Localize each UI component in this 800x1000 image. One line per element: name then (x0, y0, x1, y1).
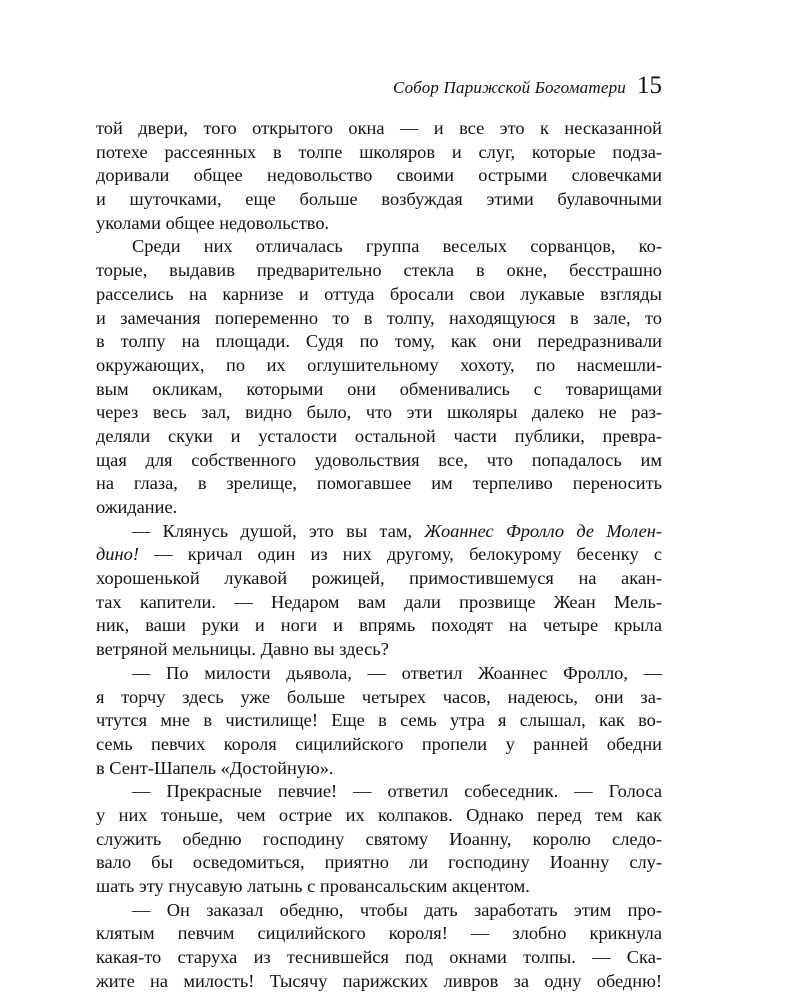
text-segment: расселись на карнизе и оттуда бросали свои лукавые взгляды (96, 283, 662, 304)
text-segment: ник, ваши руки и ноги и впрямь походят на четыре крыла (96, 615, 662, 636)
text-segment: вым окликам, которыми они обменивались с товарищами (96, 378, 662, 399)
text-line (96, 141, 662, 165)
text-segment: я торчу здесь уже больше четырех часов, надеюсь, они за- (96, 686, 662, 707)
text-line (96, 851, 662, 875)
text-segment: торые, выдавив предварительно стекла в окне, бесстрашно (96, 260, 662, 281)
text-line (96, 757, 662, 781)
paragraph (96, 520, 662, 662)
text-line (96, 828, 662, 852)
text-segment: семь певчих короля сицилийского пропели у ранней обедни (96, 733, 662, 754)
text-segment: уколами общее недовольство. (96, 212, 330, 233)
text-line (96, 543, 662, 567)
text-segment: — Прекрасные певчие! — ответил собеседник. — Голоса (132, 781, 662, 802)
text-line (96, 733, 662, 757)
paragraph (96, 117, 662, 235)
text-line (96, 780, 662, 804)
text-segment: — Клянусь душой, это вы там, (132, 520, 425, 541)
text-segment: — Он заказал обедню, чтобы дать заработать этим про- (132, 899, 662, 920)
text-segment: деляли скуки и усталости остальной части публики, превра- (96, 425, 662, 446)
text-line (96, 425, 662, 449)
text-segment: и замечания попеременно то в толпу, находящуюся в зале, то (96, 307, 662, 328)
text-segment: и шуточками, еще больше возбуждая этими булавочными (96, 189, 662, 210)
text-segment: ожидание. (96, 497, 178, 517)
text-segment: у них тоньше, чем острие их колпаков. Однако перед тем как (96, 804, 662, 825)
text-segment: шать эту гнусавую латынь с провансальским акцентом. (96, 876, 530, 896)
text-line (96, 709, 662, 733)
text-line (96, 686, 662, 710)
running-header (96, 72, 662, 108)
text-segment: доривали общее недовольство своими острыми словечками (96, 165, 662, 186)
text-line (96, 662, 662, 686)
text-segment: ветряной мельницы. Давно вы здесь? (96, 639, 389, 660)
text-line (96, 567, 662, 591)
text-segment: вало бы осведомиться, приятно ли господину Иоанну слу- (96, 852, 662, 873)
text-segment: окружающих, по их оглушительному хохоту, по насмешли- (96, 354, 662, 375)
text-segment: на глаза, в зрелище, помогавшее им терпеливо переносить (96, 473, 662, 494)
book-title: Собор Парижской Богоматери (393, 78, 626, 97)
text-line (96, 212, 662, 236)
text-segment: клятым певчим сицилийского короля! — злобно крикнула (96, 923, 662, 944)
text-segment: — По милости дьявола, — ответил Жоаннес Фролло, — (132, 662, 662, 683)
text-segment: Среди них отличалась группа веселых сорванцов, ко- (132, 236, 662, 257)
text-line (96, 283, 662, 307)
italic-text: дино! (96, 544, 139, 565)
text-segment: в толпу на площади. Судя по тому, как они передразнивали (96, 331, 662, 352)
text-line (96, 354, 662, 378)
italic-text: Жоаннес Фролло де Молен- (424, 520, 663, 541)
text-line (96, 591, 662, 615)
text-line (96, 899, 662, 923)
text-segment: через весь зал, видно было, что эти школяры далеко не раз- (96, 402, 662, 423)
text-line (96, 449, 662, 473)
text-line (96, 188, 662, 212)
text-line (96, 307, 662, 331)
text-segment: той двери, того открытого окна — и все это к несказанной (96, 118, 662, 138)
text-line (96, 946, 662, 970)
text-line (96, 259, 662, 283)
text-segment: какая-то старуха из теснившейся под окнами толпы. — Ска- (96, 947, 662, 968)
text-segment: в Сент-Шапель «Достойную». (96, 757, 334, 778)
text-segment: жите на милость! Тысячу парижских ливров за одну обедню! (96, 970, 662, 991)
text-segment: тах капители. — Недаром вам дали прозвище Жеан Мель- (96, 591, 662, 612)
text-line (96, 378, 662, 402)
text-line (96, 401, 662, 425)
text-line (96, 235, 662, 259)
paragraph (96, 780, 662, 898)
text-segment: потехе рассеянных в толпе школяров и слуг, которые подза- (96, 141, 662, 162)
text-line (96, 496, 662, 520)
text-line (96, 164, 662, 188)
text-segment: щая для собственного удовольствия все, что попадалось им (96, 449, 662, 470)
page-number: 15 (637, 72, 662, 99)
text-line (96, 875, 662, 899)
text-line (96, 117, 662, 141)
body-text (96, 117, 662, 993)
text-line (96, 922, 662, 946)
text-segment: служить обедню господину святому Иоанну, королю следо- (96, 828, 662, 849)
text-line (96, 804, 662, 828)
text-line (96, 638, 662, 662)
text-line (96, 520, 662, 544)
text-line (96, 472, 662, 496)
text-segment: чтутся мне в чистилище! Еще в семь утра я слышал, как во- (96, 710, 662, 731)
paragraph (96, 899, 662, 994)
text-segment: хорошенькой лукавой рожицей, примостившемуся на акан- (96, 568, 662, 589)
paragraph (96, 662, 662, 780)
text-line (96, 330, 662, 354)
text-line (96, 970, 662, 994)
text-segment: — кричал один из них другому, белокурому бесенку с (138, 544, 662, 565)
paragraph (96, 235, 662, 519)
text-line (96, 614, 662, 638)
